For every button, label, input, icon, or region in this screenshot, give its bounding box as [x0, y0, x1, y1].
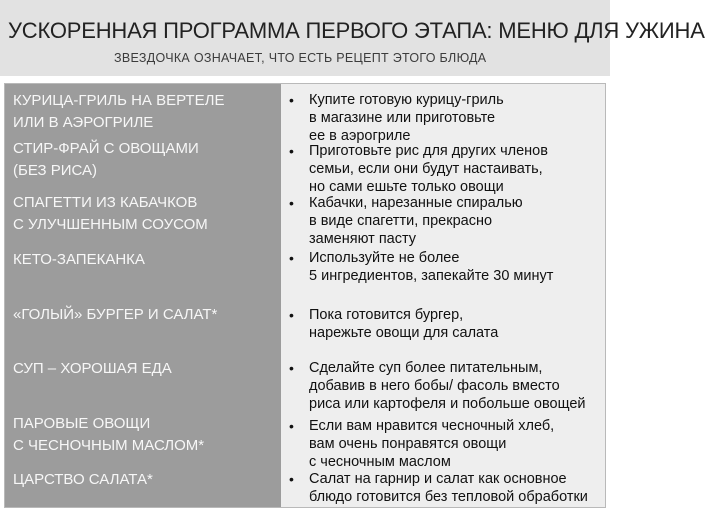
- bullet-icon: •: [289, 195, 294, 211]
- tip-line: с чесночным маслом: [309, 454, 451, 470]
- bullet-icon: •: [289, 143, 294, 159]
- bullet-icon: •: [289, 360, 294, 376]
- tip-line: заменяют пасту: [309, 231, 417, 247]
- dish-name-line: ИЛИ В АЭРОГРИЛЕ: [13, 114, 154, 131]
- tip-line: но сами ешьте только овощи: [309, 179, 504, 195]
- dish-name-line: (БЕЗ РИСА): [13, 162, 98, 179]
- dish-name-1: [13, 90, 278, 134]
- tip-line: нарежьте овощи для салата: [309, 325, 499, 341]
- dish-name-4: [13, 249, 278, 271]
- page-subtitle: ЗВЕЗДОЧКА ОЗНАЧАЕТ, ЧТО ЕСТЬ РЕЦЕПТ ЭТОГО БЛЮДА: [114, 51, 487, 65]
- dish-name-6: [13, 358, 278, 380]
- bullet-icon: •: [289, 92, 294, 108]
- tip-line: Если вам нравится чесночный хлеб,: [309, 418, 555, 434]
- dish-name-3: [13, 192, 278, 236]
- tip-line: в виде спагетти, прекрасно: [309, 213, 493, 229]
- tip-line: Салат на гарнир и салат как основное: [309, 471, 567, 487]
- tip-line: блюдо готовится без тепловой обработки: [309, 489, 588, 505]
- tips-column: [281, 84, 605, 507]
- tip-line: в магазине или приготовьте: [309, 110, 496, 126]
- tip-line: 5 ингредиентов, запекайте 30 минут: [309, 268, 554, 284]
- tip-line: Пока готовится бургер,: [309, 307, 464, 323]
- tip-line: добавив в него бобы/ фасоль вместо: [309, 378, 560, 394]
- menu-table: [4, 83, 606, 508]
- dish-name-line: СПАГЕТТИ ИЗ КАБАЧКОВ: [13, 194, 198, 211]
- tip-line: Кабачки, нарезанные спиралью: [309, 195, 523, 211]
- tip-line: вам очень понравятся овощи: [309, 436, 507, 452]
- dish-name-line: СУП – ХОРОШАЯ ЕДА: [13, 360, 172, 377]
- bullet-icon: •: [289, 471, 294, 487]
- dish-name-2: [13, 138, 278, 182]
- dish-name-line: КЕТО-ЗАПЕКАНКА: [13, 251, 145, 268]
- dish-name-line: С УЛУЧШЕННЫМ СОУСОМ: [13, 216, 208, 233]
- dish-name-line: ПАРОВЫЕ ОВОЩИ: [13, 415, 151, 432]
- dish-column: [5, 84, 281, 507]
- tip-line: ее в аэрогриле: [309, 128, 411, 144]
- dish-name-line: КУРИЦА-ГРИЛЬ НА ВЕРТЕЛЕ: [13, 92, 225, 109]
- tip-line: Сделайте суп более питательным,: [309, 360, 543, 376]
- page-title: УСКОРЕННАЯ ПРОГРАММА ПЕРВОГО ЭТАПА: МЕНЮ ДЛЯ УЖИНА: [8, 18, 705, 43]
- bullet-icon: •: [289, 418, 294, 434]
- tip-line: риса или картофеля и побольше овощей: [309, 396, 586, 412]
- dish-name-line: С ЧЕСНОЧНЫМ МАСЛОМ*: [13, 437, 205, 454]
- dish-name-8: [13, 469, 278, 491]
- dish-name-line: ЦАРСТВО САЛАТА*: [13, 471, 153, 488]
- dish-name-7: [13, 413, 278, 457]
- dish-name-5: [13, 304, 278, 326]
- tip-line: семьи, если они будут настаивать,: [309, 161, 543, 177]
- tip-line: Приготовьте рис для других членов: [309, 143, 548, 159]
- dish-name-line: «ГОЛЫЙ» БУРГЕР И САЛАТ*: [13, 306, 218, 323]
- tip-line: Купите готовую курицу-гриль: [309, 92, 504, 108]
- tip-line: Используйте не более: [309, 250, 460, 266]
- header-band: [0, 0, 705, 76]
- bullet-icon: •: [289, 307, 294, 323]
- bullet-icon: •: [289, 250, 294, 266]
- dish-name-line: СТИР-ФРАЙ С ОВОЩАМИ: [13, 140, 199, 157]
